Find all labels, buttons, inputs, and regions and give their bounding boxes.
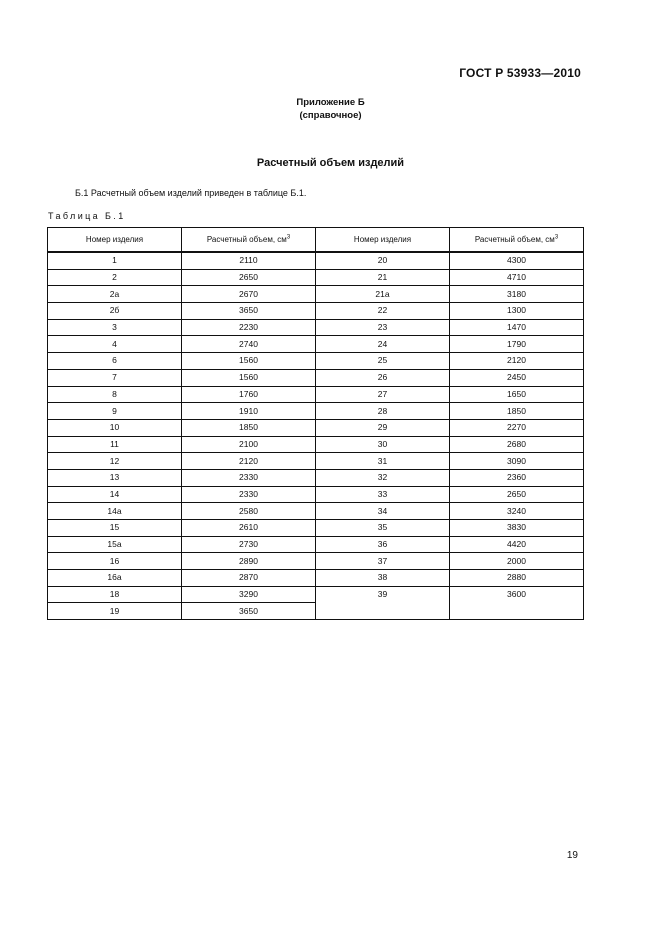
right-item-number-cell: 29 xyxy=(316,419,450,436)
section-title: Расчетный объем изделий xyxy=(256,157,405,169)
left-volume-cell: 2330 xyxy=(182,469,316,486)
appendix-subtitle: (справочное) xyxy=(299,110,362,121)
right-volume-cell: 2450 xyxy=(450,369,584,386)
left-item-number-cell: 11 xyxy=(48,436,182,453)
left-volume-cell: 2580 xyxy=(182,503,316,520)
left-item-number-cell: 2а xyxy=(48,286,182,303)
right-volume-cell: 4300 xyxy=(450,252,584,269)
table-body xyxy=(48,252,584,620)
left-volume-cell: 3290 xyxy=(182,586,316,603)
left-volume-cell: 2100 xyxy=(182,436,316,453)
left-volume-cell: 1560 xyxy=(182,353,316,370)
left-item-number-cell: 18 xyxy=(48,586,182,603)
intro-paragraph: Б.1 Расчетный объем изделий приведен в таблице Б.1. xyxy=(75,188,307,198)
left-item-number-cell: 3 xyxy=(48,319,182,336)
right-volume-cell: 1470 xyxy=(450,319,584,336)
left-item-number-cell: 4 xyxy=(48,336,182,353)
left-volume-cell: 2610 xyxy=(182,520,316,537)
right-volume-cell: 1850 xyxy=(450,403,584,420)
right-item-number-cell: 37 xyxy=(316,553,450,570)
appendix-heading xyxy=(0,96,661,122)
table-row xyxy=(48,369,584,386)
right-item-number-cell: 25 xyxy=(316,353,450,370)
right-item-number-cell: 36 xyxy=(316,536,450,553)
table-caption: Таблица Б.1 xyxy=(48,211,126,221)
table-row xyxy=(48,319,584,336)
right-volume-cell: 4420 xyxy=(450,536,584,553)
header-item-number: Номер изделия xyxy=(316,228,450,253)
right-volume-cell: 3180 xyxy=(450,286,584,303)
table-row xyxy=(48,469,584,486)
right-item-number-cell: 27 xyxy=(316,386,450,403)
left-volume-cell: 3650 xyxy=(182,303,316,320)
left-volume-cell: 1560 xyxy=(182,369,316,386)
left-volume-cell: 1760 xyxy=(182,386,316,403)
right-item-number-cell: 21а xyxy=(316,286,450,303)
left-item-number-cell: 6 xyxy=(48,353,182,370)
right-item-number-cell: 23 xyxy=(316,319,450,336)
left-volume-cell: 2230 xyxy=(182,319,316,336)
right-volume-cell: 2270 xyxy=(450,419,584,436)
right-item-number-cell: 33 xyxy=(316,486,450,503)
right-item-number-cell: 24 xyxy=(316,336,450,353)
left-item-number-cell: 1 xyxy=(48,252,182,269)
table-row xyxy=(48,252,584,269)
left-volume-cell: 2890 xyxy=(182,553,316,570)
table-row xyxy=(48,336,584,353)
right-volume-cell: 2000 xyxy=(450,553,584,570)
left-item-number-cell: 2б xyxy=(48,303,182,320)
left-volume-cell: 2120 xyxy=(182,453,316,470)
header-volume-sup: 3 xyxy=(286,234,291,241)
right-volume-cell: 3240 xyxy=(450,503,584,520)
header-item-number: Номер изделия xyxy=(48,228,182,253)
left-item-number-cell: 14 xyxy=(48,486,182,503)
right-item-number-cell: 31 xyxy=(316,453,450,470)
right-volume-cell: 3830 xyxy=(450,520,584,537)
header-volume xyxy=(182,228,316,253)
left-volume-cell: 1910 xyxy=(182,403,316,420)
right-volume-cell: 2680 xyxy=(450,436,584,453)
right-volume-cell: 1650 xyxy=(450,386,584,403)
left-item-number-cell: 12 xyxy=(48,453,182,470)
appendix-title: Приложение Б xyxy=(296,97,365,108)
table-row xyxy=(48,486,584,503)
table-row xyxy=(48,436,584,453)
table-row xyxy=(48,353,584,370)
left-item-number-cell: 8 xyxy=(48,386,182,403)
table-header-row xyxy=(48,228,584,253)
left-item-number-cell: 10 xyxy=(48,419,182,436)
left-volume-cell: 3650 xyxy=(182,603,316,620)
header-volume-label: Расчетный объем, см xyxy=(206,235,287,244)
right-item-number-cell: 26 xyxy=(316,369,450,386)
table-row xyxy=(48,419,584,436)
right-item-number-cell: 39 xyxy=(316,586,450,619)
right-item-number-cell: 30 xyxy=(316,436,450,453)
left-item-number-cell: 2 xyxy=(48,269,182,286)
table-row xyxy=(48,453,584,470)
table-row xyxy=(48,386,584,403)
left-volume-cell: 2870 xyxy=(182,570,316,587)
left-item-number-cell: 7 xyxy=(48,369,182,386)
left-item-number-cell: 14а xyxy=(48,503,182,520)
table-row xyxy=(48,269,584,286)
right-item-number-cell: 22 xyxy=(316,303,450,320)
left-item-number-cell: 13 xyxy=(48,469,182,486)
left-volume-cell: 1850 xyxy=(182,419,316,436)
right-volume-cell: 3600 xyxy=(450,586,584,619)
table-row xyxy=(48,403,584,420)
header-volume-label: Расчетный объем, см xyxy=(474,235,555,244)
left-volume-cell: 2670 xyxy=(182,286,316,303)
left-volume-cell: 2110 xyxy=(182,252,316,269)
table-row xyxy=(48,503,584,520)
left-item-number-cell: 16 xyxy=(48,553,182,570)
left-item-number-cell: 16а xyxy=(48,570,182,587)
right-item-number-cell: 28 xyxy=(316,403,450,420)
right-volume-cell: 2650 xyxy=(450,486,584,503)
right-item-number-cell: 34 xyxy=(316,503,450,520)
right-volume-cell: 4710 xyxy=(450,269,584,286)
right-volume-cell: 2880 xyxy=(450,570,584,587)
right-volume-cell: 1300 xyxy=(450,303,584,320)
table-row xyxy=(48,303,584,320)
table-row xyxy=(48,286,584,303)
table-row xyxy=(48,553,584,570)
table-row xyxy=(48,570,584,587)
left-volume-cell: 2730 xyxy=(182,536,316,553)
left-volume-cell: 2330 xyxy=(182,486,316,503)
left-volume-cell: 2650 xyxy=(182,269,316,286)
table-row xyxy=(48,520,584,537)
standard-code: ГОСТ Р 53933—2010 xyxy=(459,66,581,80)
right-volume-cell: 2360 xyxy=(450,469,584,486)
left-item-number-cell: 15 xyxy=(48,520,182,537)
header-volume xyxy=(450,228,584,253)
left-item-number-cell: 19 xyxy=(48,603,182,620)
right-volume-cell: 2120 xyxy=(450,353,584,370)
page-number: 19 xyxy=(566,850,578,861)
left-item-number-cell: 9 xyxy=(48,403,182,420)
header-volume-sup: 3 xyxy=(554,234,559,241)
right-volume-cell: 1790 xyxy=(450,336,584,353)
left-volume-cell: 2740 xyxy=(182,336,316,353)
table-row xyxy=(48,586,584,603)
right-item-number-cell: 38 xyxy=(316,570,450,587)
table-row xyxy=(48,536,584,553)
right-item-number-cell: 20 xyxy=(316,252,450,269)
right-item-number-cell: 21 xyxy=(316,269,450,286)
right-volume-cell: 3090 xyxy=(450,453,584,470)
volume-table xyxy=(47,227,584,620)
right-item-number-cell: 32 xyxy=(316,469,450,486)
left-item-number-cell: 15а xyxy=(48,536,182,553)
right-item-number-cell: 35 xyxy=(316,520,450,537)
